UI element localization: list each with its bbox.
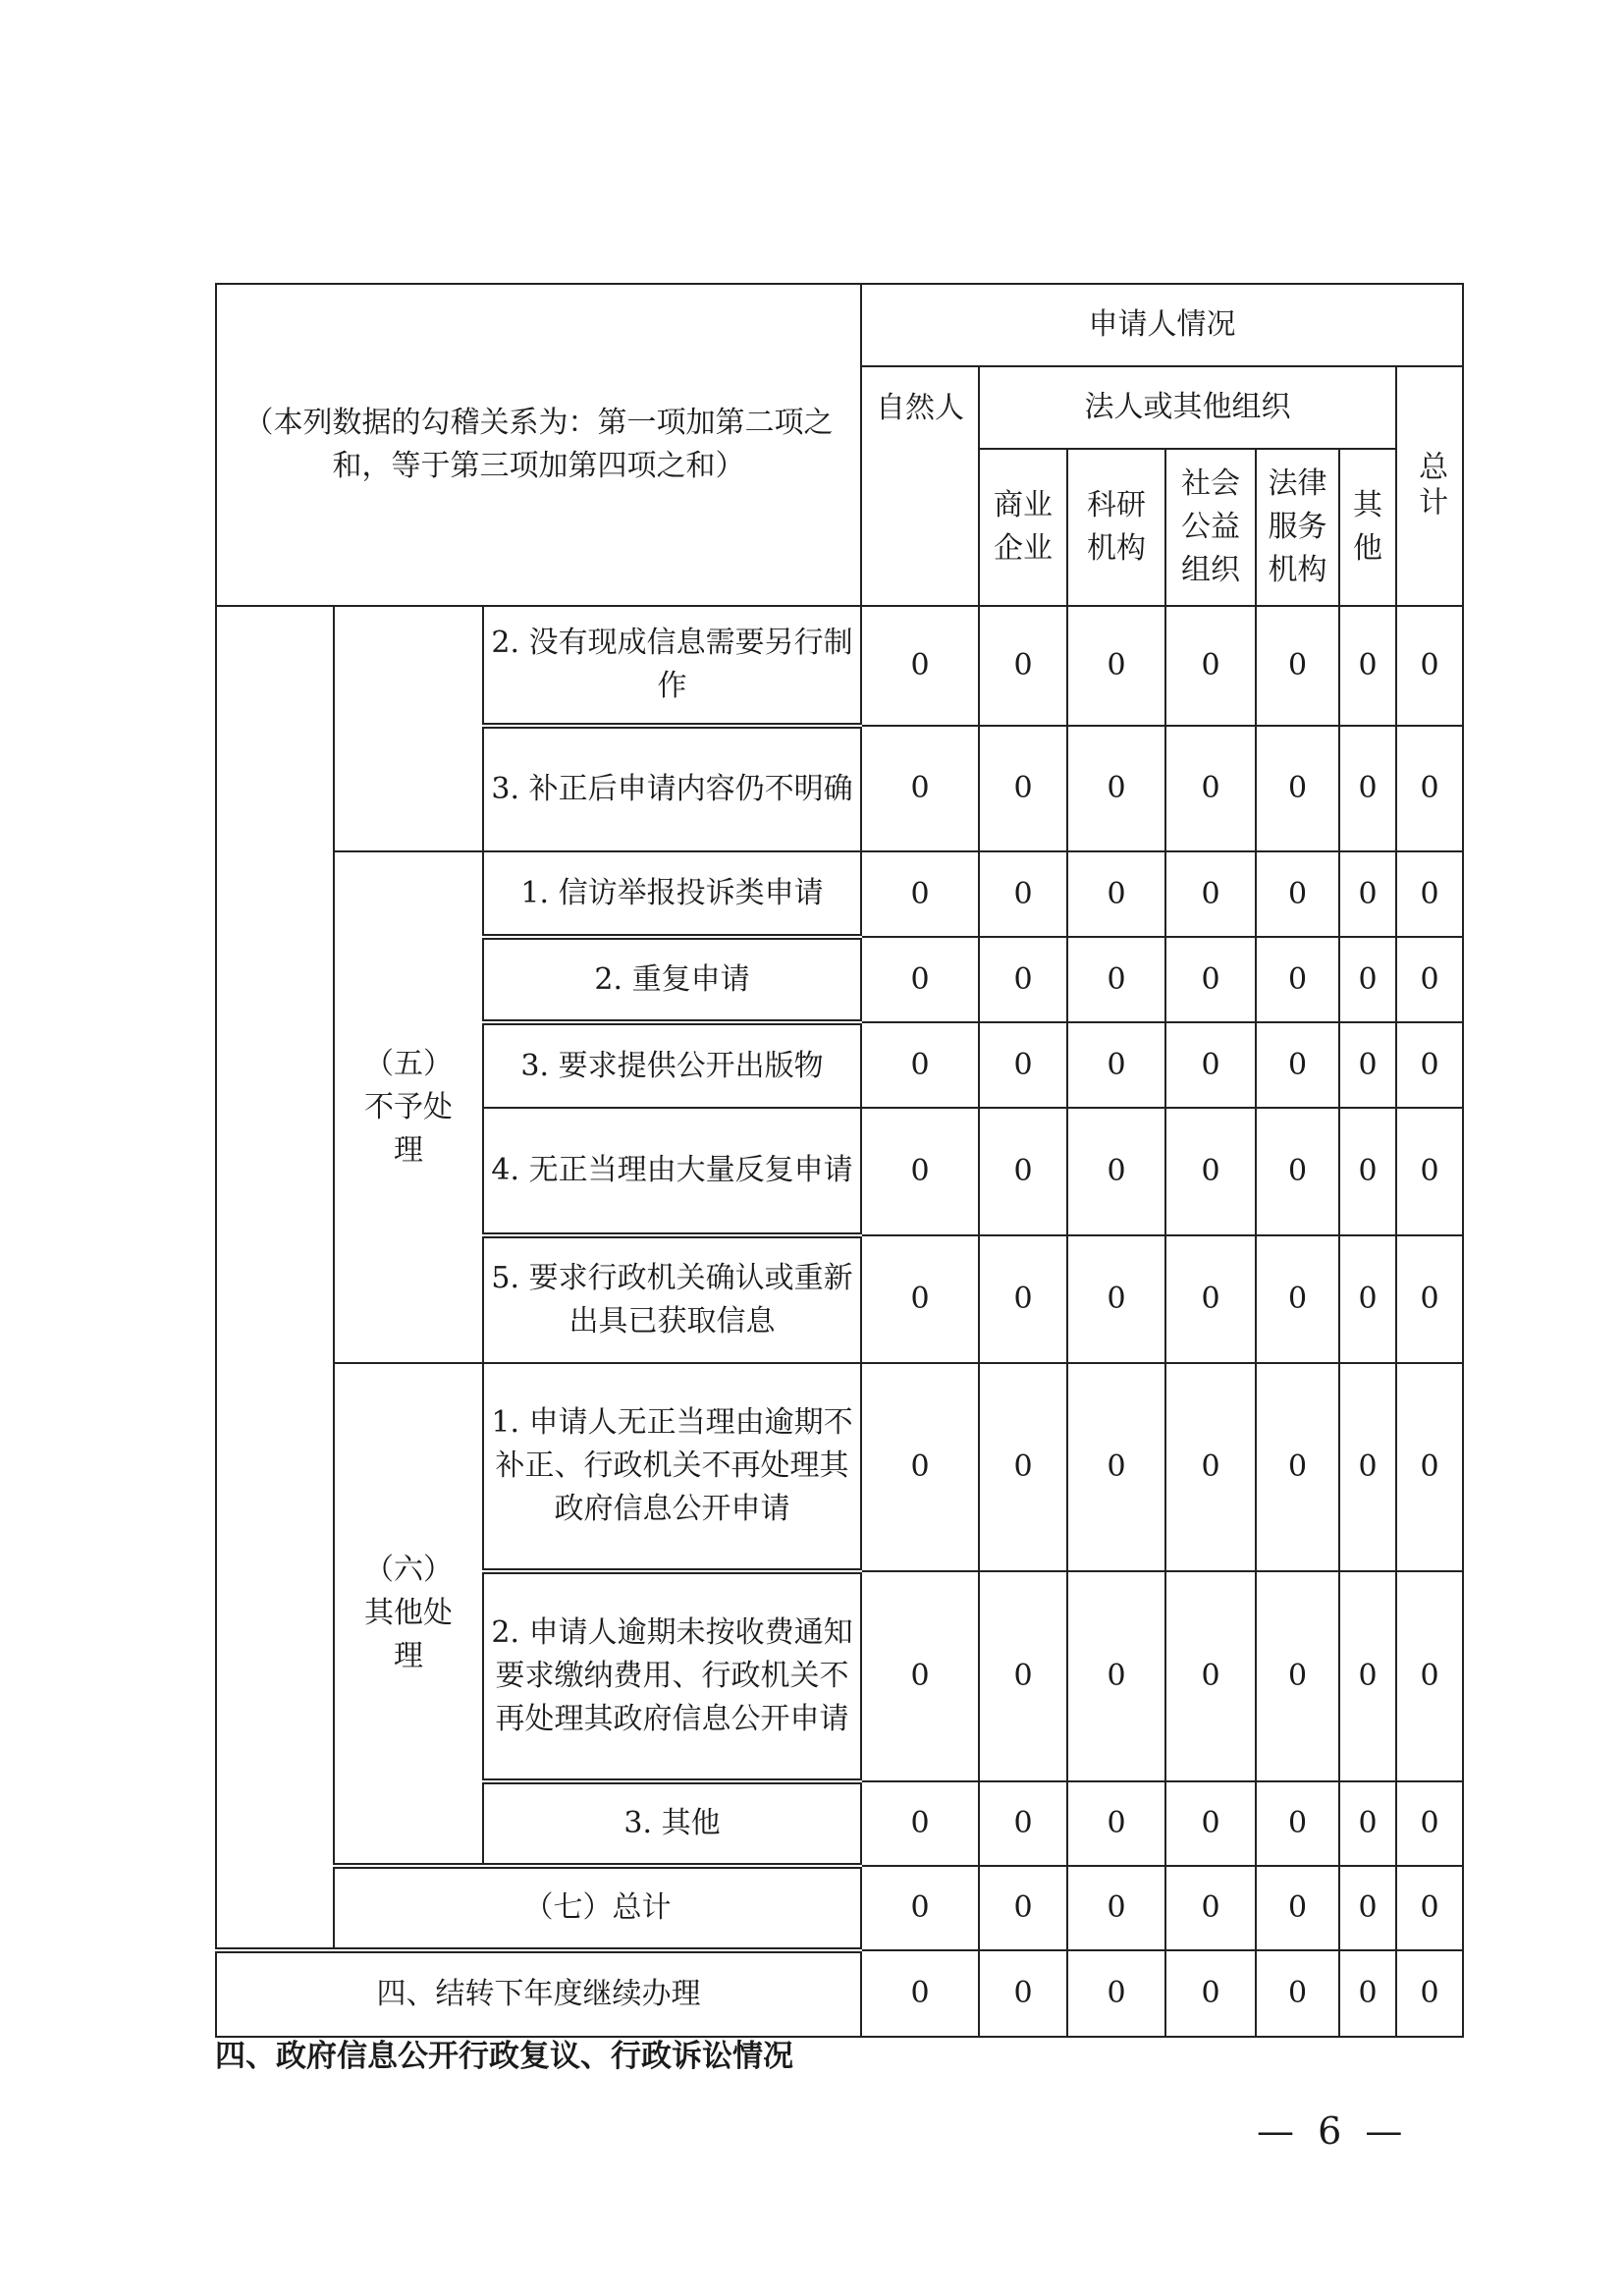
header-other: 其他 bbox=[1339, 449, 1396, 606]
value-cell: 0 bbox=[1165, 1363, 1256, 1571]
value-cell: 0 bbox=[979, 1235, 1067, 1363]
value-cell: 0 bbox=[1067, 726, 1165, 851]
value-cell: 0 bbox=[1339, 1022, 1396, 1108]
value-cell: 0 bbox=[1339, 606, 1396, 726]
value-cell: 0 bbox=[979, 937, 1067, 1022]
table-row bbox=[216, 851, 1463, 937]
value-cell: 0 bbox=[861, 1108, 979, 1235]
value-cell: 0 bbox=[1256, 1866, 1339, 1950]
row-label: 2. 申请人逾期未按收费通知要求缴纳费用、行政机关不再处理其政府信息公开申请 bbox=[483, 1571, 861, 1781]
value-cell: 0 bbox=[1256, 851, 1339, 937]
value-cell: 0 bbox=[979, 851, 1067, 937]
value-cell: 0 bbox=[979, 1950, 1067, 2037]
value-cell: 0 bbox=[1165, 1571, 1256, 1781]
row-label: 2. 重复申请 bbox=[483, 937, 861, 1022]
value-cell: 0 bbox=[1396, 1363, 1463, 1571]
value-cell: 0 bbox=[861, 1022, 979, 1108]
value-cell: 0 bbox=[861, 1950, 979, 2037]
value-cell: 0 bbox=[979, 726, 1067, 851]
value-cell: 0 bbox=[1067, 1950, 1165, 2037]
value-cell: 0 bbox=[1165, 726, 1256, 851]
header-business: 商业企业 bbox=[979, 449, 1067, 606]
value-cell: 0 bbox=[1256, 726, 1339, 851]
outer-group-cell bbox=[216, 606, 334, 1950]
value-cell: 0 bbox=[979, 1866, 1067, 1950]
value-cell: 0 bbox=[1396, 1108, 1463, 1235]
value-cell: 0 bbox=[1165, 1022, 1256, 1108]
row-label: 5. 要求行政机关确认或重新出具已获取信息 bbox=[483, 1235, 861, 1363]
page-number: — 6 — bbox=[1257, 2109, 1409, 2153]
section-heading: 四、政府信息公开行政复议、行政诉讼情况 bbox=[215, 2039, 793, 2074]
value-cell: 0 bbox=[861, 606, 979, 726]
value-cell: 0 bbox=[979, 606, 1067, 726]
header-total: 总计 bbox=[1396, 366, 1463, 606]
value-cell: 0 bbox=[979, 1363, 1067, 1571]
value-cell: 0 bbox=[1256, 1108, 1339, 1235]
statistics-table bbox=[215, 283, 1464, 2038]
header-legal-entity: 法人或其他组织 bbox=[979, 366, 1396, 449]
value-cell: 0 bbox=[1256, 937, 1339, 1022]
value-cell: 0 bbox=[979, 1571, 1067, 1781]
value-cell: 0 bbox=[1396, 1022, 1463, 1108]
value-cell: 0 bbox=[1067, 1235, 1165, 1363]
value-cell: 0 bbox=[1067, 1108, 1165, 1235]
table-row bbox=[216, 1866, 1463, 1950]
value-cell: 0 bbox=[1396, 1781, 1463, 1866]
value-cell: 0 bbox=[1256, 1022, 1339, 1108]
value-cell: 0 bbox=[1165, 1235, 1256, 1363]
row-label-total: （七）总计 bbox=[334, 1866, 861, 1950]
value-cell: 0 bbox=[1396, 1866, 1463, 1950]
value-cell: 0 bbox=[1396, 726, 1463, 851]
value-cell: 0 bbox=[979, 1781, 1067, 1866]
value-cell: 0 bbox=[1339, 1108, 1396, 1235]
row-label: 2. 没有现成信息需要另行制作 bbox=[483, 606, 861, 726]
value-cell: 0 bbox=[1256, 1363, 1339, 1571]
value-cell: 0 bbox=[1339, 1235, 1396, 1363]
row-label: 3. 要求提供公开出版物 bbox=[483, 1022, 861, 1108]
value-cell: 0 bbox=[1165, 1866, 1256, 1950]
row-label: 3. 补正后申请内容仍不明确 bbox=[483, 726, 861, 851]
value-cell: 0 bbox=[1396, 851, 1463, 937]
value-cell: 0 bbox=[1339, 1781, 1396, 1866]
group-label-6: （六）其他处理 bbox=[334, 1363, 483, 1866]
group-cell-4 bbox=[334, 606, 483, 851]
row-label: 1. 信访举报投诉类申请 bbox=[483, 851, 861, 937]
row-label: 1. 申请人无正当理由逾期不补正、行政机关不再处理其政府信息公开申请 bbox=[483, 1363, 861, 1571]
value-cell: 0 bbox=[1396, 1950, 1463, 2037]
value-cell: 0 bbox=[1067, 606, 1165, 726]
value-cell: 0 bbox=[861, 937, 979, 1022]
value-cell: 0 bbox=[1165, 1108, 1256, 1235]
table-note: （本列数据的勾稽关系为：第一项加第二项之和，等于第三项加第四项之和） bbox=[216, 284, 861, 606]
value-cell: 0 bbox=[1165, 1781, 1256, 1866]
header-public-welfare: 社会公益组织 bbox=[1165, 449, 1256, 606]
row-label-carryover: 四、结转下年度继续办理 bbox=[216, 1950, 861, 2037]
value-cell: 0 bbox=[1067, 1781, 1165, 1866]
value-cell: 0 bbox=[1256, 1781, 1339, 1866]
value-cell: 0 bbox=[1339, 851, 1396, 937]
row-label: 3. 其他 bbox=[483, 1781, 861, 1866]
value-cell: 0 bbox=[1339, 726, 1396, 851]
value-cell: 0 bbox=[1067, 851, 1165, 937]
value-cell: 0 bbox=[1396, 937, 1463, 1022]
header-applicant: 申请人情况 bbox=[861, 284, 1463, 366]
value-cell: 0 bbox=[979, 1108, 1067, 1235]
table-row bbox=[216, 1950, 1463, 2037]
value-cell: 0 bbox=[1339, 1950, 1396, 2037]
value-cell: 0 bbox=[1339, 1866, 1396, 1950]
header-research: 科研机构 bbox=[1067, 449, 1165, 606]
value-cell: 0 bbox=[1256, 1235, 1339, 1363]
value-cell: 0 bbox=[861, 851, 979, 937]
value-cell: 0 bbox=[1339, 1363, 1396, 1571]
value-cell: 0 bbox=[1396, 1235, 1463, 1363]
value-cell: 0 bbox=[1396, 606, 1463, 726]
row-label: 4. 无正当理由大量反复申请 bbox=[483, 1108, 861, 1235]
value-cell: 0 bbox=[1256, 1950, 1339, 2037]
value-cell: 0 bbox=[1339, 1571, 1396, 1781]
value-cell: 0 bbox=[861, 1571, 979, 1781]
value-cell: 0 bbox=[1256, 1571, 1339, 1781]
value-cell: 0 bbox=[1165, 1950, 1256, 2037]
value-cell: 0 bbox=[1165, 851, 1256, 937]
value-cell: 0 bbox=[1256, 606, 1339, 726]
value-cell: 0 bbox=[861, 726, 979, 851]
value-cell: 0 bbox=[1339, 937, 1396, 1022]
value-cell: 0 bbox=[1067, 937, 1165, 1022]
value-cell: 0 bbox=[1067, 1866, 1165, 1950]
table-row bbox=[216, 1363, 1463, 1571]
group-label-5: （五）不予处理 bbox=[334, 851, 483, 1363]
value-cell: 0 bbox=[861, 1781, 979, 1866]
value-cell: 0 bbox=[861, 1235, 979, 1363]
value-cell: 0 bbox=[861, 1866, 979, 1950]
value-cell: 0 bbox=[1067, 1022, 1165, 1108]
value-cell: 0 bbox=[1165, 937, 1256, 1022]
value-cell: 0 bbox=[861, 1363, 979, 1571]
value-cell: 0 bbox=[1067, 1363, 1165, 1571]
value-cell: 0 bbox=[979, 1022, 1067, 1108]
header-legal-service: 法律服务机构 bbox=[1256, 449, 1339, 606]
value-cell: 0 bbox=[1067, 1571, 1165, 1781]
header-natural-person: 自然人 bbox=[861, 366, 979, 606]
value-cell: 0 bbox=[1165, 606, 1256, 726]
table-row bbox=[216, 606, 1463, 726]
value-cell: 0 bbox=[1396, 1571, 1463, 1781]
